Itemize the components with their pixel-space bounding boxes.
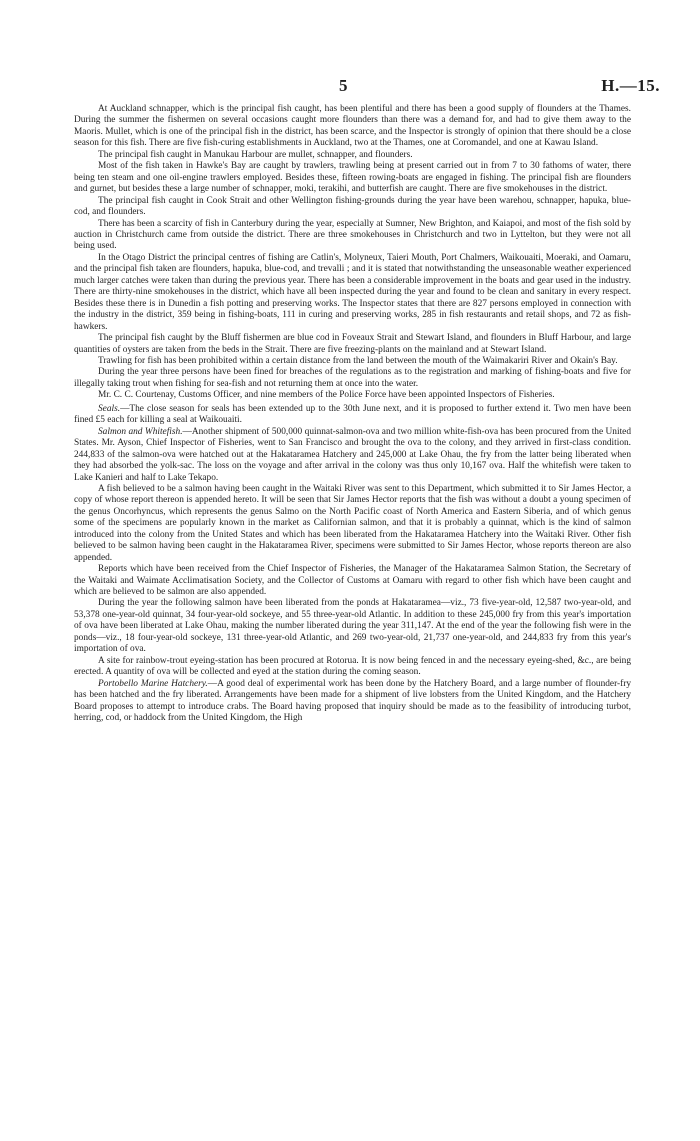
paragraph-reports: Reports which have been received from the Chief Inspector of Fisheries, the Manager of the Hakataramea Salmon Station, the Secretary of the Waitaki and Waimate Acclimatisation Society, and the Collector of Customs at Oamaru with regard to other fish which have been caught and which are believed to be salmon are also appended. [74,564,631,598]
seals-heading: Seals. [98,403,121,414]
paragraph-seals: Seals.—The close season for seals has been extended up to the 30th June next, and it is proposed to further extend it. Two men have been fined £5 each for killing a seal at Waikouaiti. [74,403,631,426]
paragraph-otago: In the Otago District the principal centres of fishing are Catlin's, Molyneux, Taieri Mouth, Port Chalmers, Waikouaiti, Moeraki, and Oamaru, and the principal fish taken are flounders, hapuka, blue-cod, and trevalli ; and it is stated that notwithstanding the unseasonable weather experienced much larger catches were taken than during the previous year. There has been a considerable improvement in the boats and gear used in the industry. There are thirty-nine smokehouses in the district, which have all been inspected during the year and found to be clean and sanitary in every respect. Besides these there is in Dunedin a fish potting and preserving works. The Inspector states that there are 827 persons employed in connection with the industry in the district, 359 being in fishing-boats, 111 in curing and preserving works, 285 in fish restaurants and retail shops, and 72 as fish-hawkers. [74,252,631,332]
salmon-whitefish-heading: Salmon and Whitefish. [98,426,183,437]
paragraph-canterbury: There has been a scarcity of fish in Canterbury during the year, especially at Sumner, New Brighton, and Kaiapoi, and most of the fish sold by auction in Christchurch came from outside the district. There are three smokehouses in Christchurch and two in Lyttelton, but they were not all being used. [74,218,631,252]
paragraph-rotorua: A site for rainbow-trout eyeing-station has been procured at Rotorua. It is now being fenced in and the necessary eyeing-shed, &c., are being erected. A quantity of ova will be collected and eyed at the station during the coming season. [74,655,631,678]
paragraph-portobello: Portobello Marine Hatchery.—A good deal of experimental work has been done by the Hatchery Board, and a large number of flounder-fry has been hatched and the fry liberated. Arrangements have been made for a shipment of live lobsters from the United Kingdom, and the Hatchery Board proposes to attempt to introduce crabs. The Board having proposed that inquiry should be made as to the feasibility of introducing turbot, herring, cod, or haddock from the United Kingdom, the High [74,678,632,724]
paragraph-bluff: The principal fish caught by the Bluff fishermen are blue cod in Foveaux Strait and Stewart Island, and flounders in Bluff Harbour, and large quantities of oysters are taken from the beds in the Strait. There are five freezing-plants on the mainland and at Stewart Island. [74,333,631,355]
paragraph-cook-strait: The principal fish caught in Cook Strait and other Wellington fishing-grounds during the year have been warehou, schnapper, hapuka, blue-cod, and flounders. [74,195,631,218]
page-number: 5 [339,76,348,95]
paragraph-fines: During the year three persons have been fined for breaches of the regulations as to the registration and marking of fishing-boats and five for illegally taking trout when fishing for sea-fish and not returning them at once into the water. [74,367,631,389]
portobello-heading: Portobello Marine Hatchery. [98,678,208,689]
body-text [74,104,631,724]
paragraph-liberated: During the year the following salmon have been liberated from the ponds at Hakataramea—viz., 73 five-year-old, 12,587 two-year-old, and 53,378 one-year-old quinnat, 34 four-year-old sockeye, and 55 three-year-old Atlantic. In addition to these 245,000 fry from this year's importation of ova have been liberated at Lake Ohau, making the number liberated during the year 311,147. At the end of the year the following fish were in the ponds—viz., 18 four-year-old sockeye, 131 three-year-old Atlantic, and 269 two-year-old, 21,737 one-year-old, and 244,833 fry from this year's importation of ova. [74,598,631,655]
paragraph-trawling: Trawling for fish has been prohibited within a certain distance from the land between the mouth of the Waimakariri River and Okain's Bay. [98,355,618,366]
paragraph-auckland: At Auckland schnapper, which is the principal fish caught, has been plentiful and there has been a good supply of flounders at the Thames. During the summer the fishermen on several occasions caught more flounders than there was a demand for, and had to give them away to the Maoris. Mullet, which is one of the principal fish in the district, has been scarce, and the Inspector is strongly of opinion that there should be a close season for this fish. There are five fish-curing establishments in Auckland, two at the Thames, one at Coromandel, and one at Kawau Island. [74,104,631,149]
document-reference: H.—15. [601,76,660,95]
paragraph-hawkes-bay: Most of the fish taken in Hawke's Bay are caught by trawlers, trawling being at present carried out in from 7 to 30 fathoms of water, there being ten steam and one oil-engine trawlers employed. Besides these, fifteen rowing-boats are engaged in fishing. The principal fish are flounders and gurnet, but besides these a large number of schnapper, moki, terakihi, and butterfish are caught. There are five smokehouses in the district. [74,161,631,195]
paragraph-inspectors: Mr. C. C. Courtenay, Customs Officer, and nine members of the Police Force have been appointed Inspectors of Fisheries. [98,390,555,401]
paragraph-manukau: The principal fish caught in Manukau Harbour are mullet, schnapper, and flounders. [98,149,413,160]
paragraph-salmon-whitefish: Salmon and Whitefish.—Another shipment of 500,000 quinnat-salmon-ova and two million white-fish-ova has been procured from the United States. Mr. Ayson, Chief Inspector of Fisheries, went to San Francisco and brought the ova to the colony, and they arrived in first-class condition. 244,833 of the salmon-ova were hatched out at the Hakataramea Hatchery and 245,000 at Lake Ohau, the fry from the latter being liberated when they had absorbed the yolk-sac. The loss on the voyage and after arrival in the colony was thus only 10,167 ova. Half the whitefish were taken to Lake Kanieri and half to Lake Tekapo. [74,426,631,483]
paragraph-waitaki-fish: A fish believed to be a salmon having been caught in the Waitaki River was sent to this Department, which submitted it to Sir James Hector, a copy of whose report thereon is appended hereto. It will be seen that Sir James Hector reports that the fish was without a doubt a young specimen of the genus Oncorhyncus, which represents the genus Salmo on the North Pacific coast of North America and Eastern Siberia, and of which genus some of the specimens are popularly known in the market as Californian salmon, and that it is probably a quinnat, which is the kind of salmon introduced into the colony from the United States and which has been liberated from the Hakataramea Hatchery into the Waitaki River. Other fish believed to be salmon having been caught in the Hakataramea River, specimens were submitted to Sir James Hector, whose reports thereon are also appended. [74,483,631,563]
